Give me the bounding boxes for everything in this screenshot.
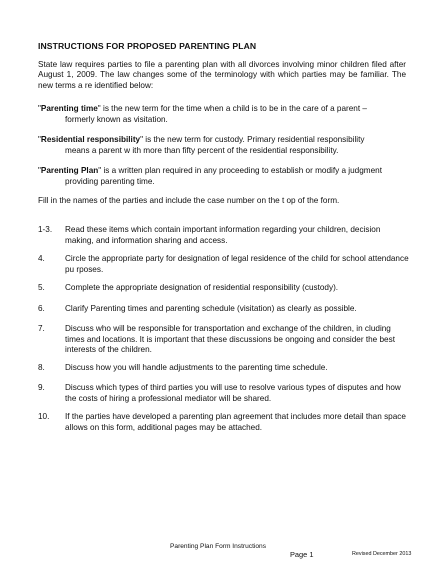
item-number: 1-3.: [38, 225, 53, 234]
list-item: [38, 412, 410, 433]
definition-term: Parenting time: [40, 104, 98, 113]
item-text: Discuss how you will handle adjustments to the parenting time schedule.: [65, 363, 328, 372]
definition-continuation: formerly known as visitation.: [65, 114, 168, 124]
item-number: 7.: [38, 324, 45, 333]
item-number: 9.: [38, 383, 45, 392]
list-item: [38, 304, 410, 315]
page-title: INSTRUCTIONS FOR PROPOSED PARENTING PLAN: [38, 41, 257, 51]
item-number: 4.: [38, 254, 45, 263]
definition-term: Parenting Plan: [40, 166, 99, 175]
footer-title: Parenting Plan Form Instructions: [170, 543, 267, 550]
item-text: Circle the appropriate party for designation of legal residence of the child for school attendance pu rposes.: [65, 254, 409, 274]
definition-continuation: providing parenting time.: [65, 176, 155, 186]
item-number: 5.: [38, 283, 45, 292]
definition-text: is the new term for custody. Primary residential responsibility: [143, 135, 365, 144]
list-item: [38, 324, 410, 356]
item-text: Discuss who will be responsible for transportation and exchange of the children, in cluding times and locations. It is important that these discussions be ongoing and consider the best interests of the children.: [65, 324, 395, 355]
fill-instruction: Fill in the names of the parties and include the case number on the t op of the form.: [38, 196, 340, 205]
item-text: Discuss which types of third parties you will use to resolve various types of disputes and how the costs of hiring a professional mediator will be shared.: [65, 383, 401, 403]
list-item: [38, 383, 410, 404]
list-item: [38, 225, 410, 246]
item-text: Read these items which contain important information regarding your children, decision making, and information sharing and access.: [65, 225, 381, 245]
page-number: Page 1: [290, 550, 314, 559]
list-item: [38, 283, 410, 294]
definition-text: is the new term for the time when a child is to be in the care of a parent –: [100, 104, 367, 113]
definition-residential-responsibility: "Residential responsibility" is the new term for custody. Primary residential responsibility means a parent w ith more than fifty percent of the residential responsibility.: [38, 135, 408, 156]
definition-parenting-time: "Parenting time" is the new term for the time when a child is to be in the care of a parent – formerly known as visitation.: [38, 104, 408, 125]
item-number: 6.: [38, 304, 45, 313]
intro-paragraph: State law requires parties to file a parenting plan with all divorces involving minor children filed after August 1, 2009. The law changes some of the terminology with which parties may be familiar. The new terms a re identified below:: [38, 60, 406, 90]
definition-continuation: means a parent w ith more than fifty percent of the residential responsibility.: [65, 145, 339, 155]
definition-parenting-plan: "Parenting Plan" is a written plan required in any proceeding to establish or modify a judgment providing parenting time.: [38, 166, 408, 187]
item-text: If the parties have developed a parenting plan agreement that includes more detail than space allows on this form, additional pages may be attached.: [65, 412, 406, 432]
definition-term: Residential responsibility: [40, 135, 141, 144]
item-number: 8.: [38, 363, 45, 372]
revision-date: Revised December 2013: [352, 551, 412, 557]
item-number: 10.: [38, 412, 50, 421]
item-text: Clarify Parenting times and parenting schedule (visitation) as clearly as possible.: [65, 304, 357, 313]
definition-text: is a written plan required in any proceeding to establish or modify a judgment: [101, 166, 382, 175]
list-item: [38, 363, 410, 374]
item-text: Complete the appropriate designation of residential responsibility (custody).: [65, 283, 339, 292]
list-item: [38, 254, 410, 275]
